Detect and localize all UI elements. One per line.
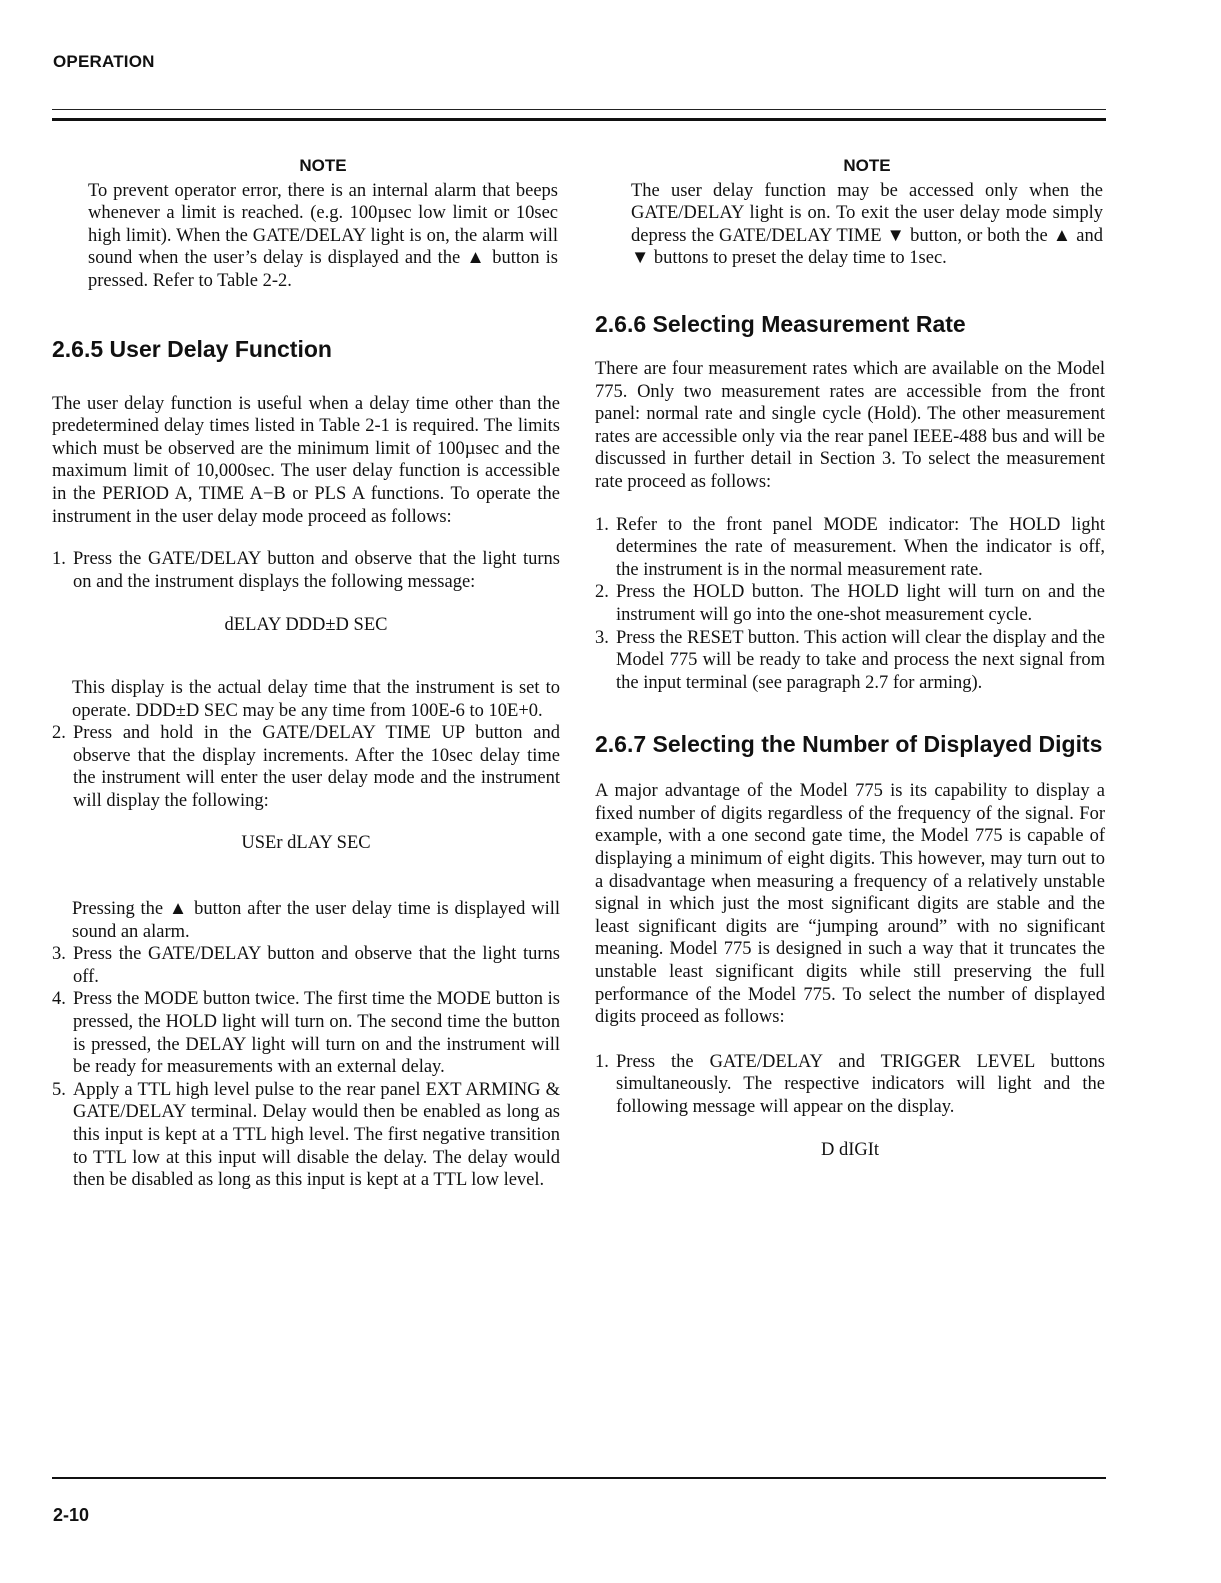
step-number: 2. [52, 723, 66, 744]
step-number: 5. [52, 1079, 66, 1100]
step-text: Press the MODE button twice. The first time the MODE button is pressed, the HOLD light will turn on. The second time the button is pressed, the DELAY light will turn on and the instrument will be ready for measurements with an external delay. [73, 989, 560, 1078]
display-message-digit: D dIGIt [820, 1139, 880, 1160]
list-item [595, 514, 1105, 582]
step-number: 1. [52, 549, 66, 570]
list-item [52, 1079, 560, 1192]
measurement-rate-steps [595, 514, 1105, 695]
step-number: 1. [595, 1051, 609, 1072]
display-message-user-delay: USEr dLAY SEC [241, 833, 371, 854]
header-rule-thick [52, 118, 1106, 121]
step-text: Refer to the front panel MODE indicator: The HOLD light determines the rate of measurement. When the indicator is off, the instrument is in the normal measurement rate. [616, 514, 1105, 580]
list-item [52, 943, 560, 988]
step-text: Press the HOLD button. The HOLD light will turn on and the instrument will go into the one-shot measurement cycle. [616, 582, 1105, 625]
section-heading-2-6-7: 2.6.7 Selecting the Number of Displayed Digits [595, 731, 1103, 758]
display-message-delay: dELAY DDD±D SEC [224, 615, 388, 636]
note-text-right: The user delay function may be accessed only when the GATE/DELAY light is on. To exit the user delay mode simply depress the GATE/DELAY TIME ▼ button, or both the ▲ and ▼ buttons to preset the delay time to 1sec. [631, 180, 1103, 269]
list-item [595, 1051, 1105, 1119]
step-text: Press the GATE/DELAY and TRIGGER LEVEL buttons simultaneously. The respective indicators will light and the following message will appear on the display. [616, 1051, 1105, 1117]
step-number: 2. [595, 582, 609, 603]
step-number: 1. [595, 514, 609, 535]
step-note: This display is the actual delay time that the instrument is set to operate. DDD±D SEC may be any time from 100E-6 to 10E+0. [72, 677, 560, 721]
note-box-left [88, 155, 558, 293]
section-intro-2-6-6: There are four measurement rates which are available on the Model 775. Only two measurement rates are accessible from the front panel: normal rate and single cycle (Hold). The other measurement rates are accessible only via the rear panel IEEE-488 bus and will be discussed in further detail in Section 3. To select the measurement rate proceed as follows: [595, 358, 1105, 492]
note-text-left: To prevent operator error, there is an internal alarm that beeps whenever a limit is reached. (e.g. 100µsec low limit or 10sec high limit). When the GATE/DELAY light is on, the alarm will sound when the user’s delay is displayed and the ▲ button is pressed. Refer to Table 2-2. [88, 180, 558, 291]
page-number: 2-10 [53, 1505, 90, 1525]
step-text: Apply a TTL high level pulse to the rear panel EXT ARMING & GATE/DELAY terminal. Delay would then be enabled as long as this input is kept at a TTL high level. The first negative transition to TTL low at this input will disable the delay. The delay would then be disabled as long as this input is kept at a TTL low level. [73, 1079, 560, 1191]
section-intro-2-6-5: The user delay function is useful when a delay time other than the predetermined delay times listed in Table 2-1 is required. The limits which must be observed are the minimum limit of 100µsec and the maximum limit of 10,000sec. The user delay function is accessible in the PERIOD A, TIME A−B or PLS A functions. To operate the instrument in the user delay mode proceed as follows: [52, 393, 560, 527]
note-title-left: NOTE [299, 156, 347, 175]
section-intro-2-6-7: A major advantage of the Model 775 is its capability to display a fixed number of digits regardless of the frequency of the signal. For example, with a one second gate time, the Model 775 is capable of displaying a minimum of eight digits. This however, may turn out to a disadvantage when measuring a frequency of a relatively unstable signal in which just the most significant digits are stable and the least significant digits are “jumping around” with no significant meaning. Model 775 is designed in such a way that it truncates the unstable least significant digits while still preserving the full performance of the Model 775. To select the number of displayed digits proceed as follows: [595, 781, 1105, 1028]
list-item [595, 627, 1105, 695]
user-delay-steps-cont2 [52, 943, 560, 1192]
list-item [52, 988, 560, 1078]
list-item [52, 548, 560, 593]
step-number: 3. [595, 627, 609, 648]
section-heading-2-6-5: 2.6.5 User Delay Function [52, 335, 332, 362]
section-heading-2-6-6: 2.6.6 Selecting Measurement Rate [595, 310, 966, 337]
page-header: OPERATION [53, 52, 155, 71]
list-item [595, 581, 1105, 626]
displayed-digits-steps [595, 1051, 1105, 1119]
right-column [595, 155, 1105, 1161]
header-rule-thin [52, 109, 1106, 110]
step-text: Press and hold in the GATE/DELAY TIME UP button and observe that the display increments. After the 10sec delay time the instrument will enter the user delay mode and the instrument will display the following: [73, 723, 560, 811]
footer-rule [52, 1477, 1106, 1479]
left-column [52, 155, 560, 1192]
user-delay-steps [52, 548, 560, 593]
step-text: Press the GATE/DELAY button and observe that the light turns off. [73, 944, 560, 987]
step-number: 3. [52, 944, 66, 965]
step-note: Pressing the ▲ button after the user delay time is displayed will sound an alarm. [72, 899, 560, 942]
step-text: Press the RESET button. This action will clear the display and the Model 775 will be ready to take and process the next signal from the input terminal (see paragraph 2.7 for arming). [616, 627, 1105, 693]
note-box-right [631, 155, 1103, 270]
list-item [52, 722, 560, 812]
step-text: Press the GATE/DELAY button and observe that the light turns on and the instrument displays the following message: [73, 549, 560, 592]
user-delay-steps-cont [52, 722, 560, 812]
note-title-right: NOTE [843, 156, 891, 175]
step-number: 4. [52, 989, 66, 1010]
